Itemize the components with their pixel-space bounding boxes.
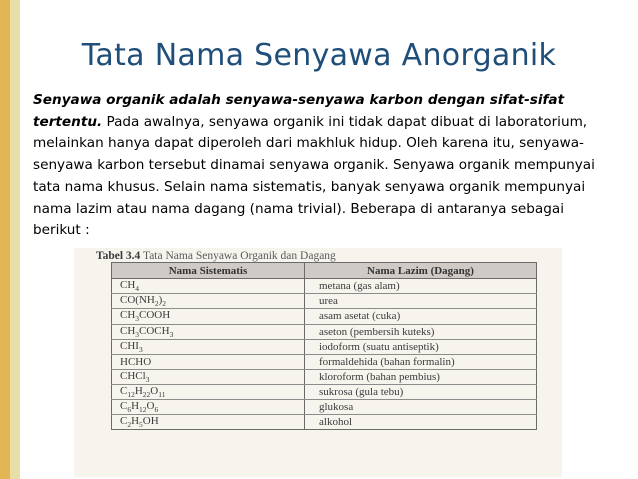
- common-name-cell: asam asetat (cuka): [305, 309, 537, 324]
- table-row: [112, 279, 537, 294]
- table-caption-text: Tata Nama Senyawa Organik dan Dagang: [142, 250, 336, 262]
- table-header-row: [112, 263, 537, 279]
- compound-table: [111, 262, 537, 430]
- common-name-cell: aseton (pembersih kuteks): [305, 324, 537, 339]
- formula-cell: $C_{12}H_{22}O_{11}$: [112, 384, 305, 399]
- common-name-cell: glukosa: [305, 400, 537, 415]
- formula-cell: $CH_3COCH_3$: [112, 324, 305, 339]
- formula-cell: $C_2H_5OH$: [112, 415, 305, 430]
- table-image: [74, 248, 562, 477]
- slide-title: Tata Nama Senyawa Anorganik: [81, 38, 557, 73]
- formula-cell: $CH_3COOH$: [112, 309, 305, 324]
- common-name-cell: kloroform (bahan pembius): [305, 369, 537, 384]
- table-caption-number: Tabel 3.4: [96, 250, 141, 262]
- table-row: [112, 369, 537, 384]
- common-name-cell: formaldehida (bahan formalin): [305, 354, 537, 369]
- formula-cell: HCHO: [112, 354, 305, 369]
- table-row: [112, 400, 537, 415]
- table-row: [112, 354, 537, 369]
- common-name-cell: sukrosa (gula tebu): [305, 384, 537, 399]
- table-row: [112, 415, 537, 430]
- table-row: [112, 324, 537, 339]
- table-row: [112, 309, 537, 324]
- formula-cell: $CH_4$: [112, 279, 305, 294]
- common-name-cell: urea: [305, 294, 537, 309]
- common-name-cell: iodoform (suatu antiseptik): [305, 339, 537, 354]
- formula-cell: CHCl$_3$: [112, 369, 305, 384]
- table-caption: [96, 250, 336, 262]
- table-row: [112, 384, 537, 399]
- table-row: [112, 339, 537, 354]
- paragraph-lead: Senyawa organik adalah senyawa-senyawa karbon dengan sifat-sifat tertentu.: [33, 92, 565, 130]
- body-paragraph: [33, 90, 613, 242]
- formula-cell: $CHI_3$: [112, 339, 305, 354]
- header-common-name: Nama Lazim (Dagang): [305, 263, 537, 279]
- common-name-cell: alkohol: [305, 415, 537, 430]
- common-name-cell: metana (gas alam): [305, 279, 537, 294]
- paragraph-rest: Pada awalnya, senyawa organik ini tidak dapat dibuat di laboratorium, melainkan hanya dapat diperoleh dari makhluk hidup. Oleh karena itu, senyawa-senyawa karbon tersebut dinamai senyawa organik. Senyawa organik mempunyai tata nama khusus. Selain nama sistematis, banyak senyawa organik mempunyai nama lazim atau nama dagang (nama trivial). Beberapa di antaranya sebagai berikut :: [33, 113, 595, 239]
- table-body: [112, 279, 537, 430]
- formula-cell: $CO(NH_2)_2$: [112, 294, 305, 309]
- formula-cell: $C_6H_{12}O_6$: [112, 400, 305, 415]
- table-row: [112, 294, 537, 309]
- header-systematic-name: Nama Sistematis: [112, 263, 305, 279]
